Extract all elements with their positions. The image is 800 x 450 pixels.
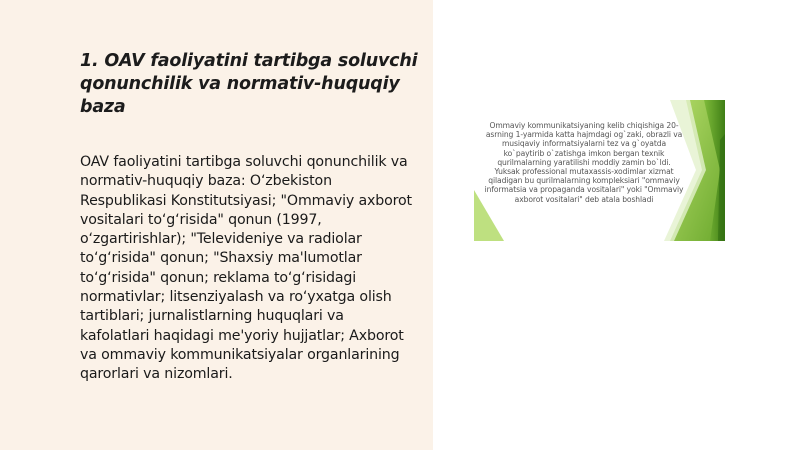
- slide-image: [474, 100, 725, 241]
- image-caption-text: Ommaviy kommunikatsiyaning kelib chiqishiga 20- asrning 1-yarmida katta hajmdagi og`zaki, obrazli va musiqaviy informatsiyalarni tez va g`oyatda ko`paytirib o`zatishga imkon bergan texnik qurilmalarning yaratilishi moddiy zamin bo`ldi. Yuksak professional mutaxassis-xodimlar xizmat qiladigan bu qurilmalarning kompleksiari "ommaviy informatsia va propaganda vositalari" yoki "Ommaviy axborot vositalari" deb atala boshladi: [484, 121, 684, 204]
- slide-body-text: OAV faoliyatini tartibga soluvchi qonunchilik va normativ-huquqiy baza: O‘zbekiston Respublikasi Konstitutsiyasi; "Ommaviy axborot vositalari to‘g‘risida" qonun (1997, o‘zgartirishlar); "Televideniye va radiolar to‘g‘risida" qonun; "Shaxsiy ma'lumotlar to‘g‘risida" qonun; reklama to‘g‘risidagi normativlar; litsenziyalash va ro‘yxatga olish tartiblari; jurnalistlarning huquqlari va kafolatlari haqidagi me'yoriy hujjatlar; Axborot va ommaviy kommunikatsiyalar organlarining qarorlari va nizomlari.: [80, 154, 412, 383]
- slide-title: 1. OAV faoliyatini tartibga soluvchi qonunchilik va normativ-huquqiy baza: [80, 51, 418, 117]
